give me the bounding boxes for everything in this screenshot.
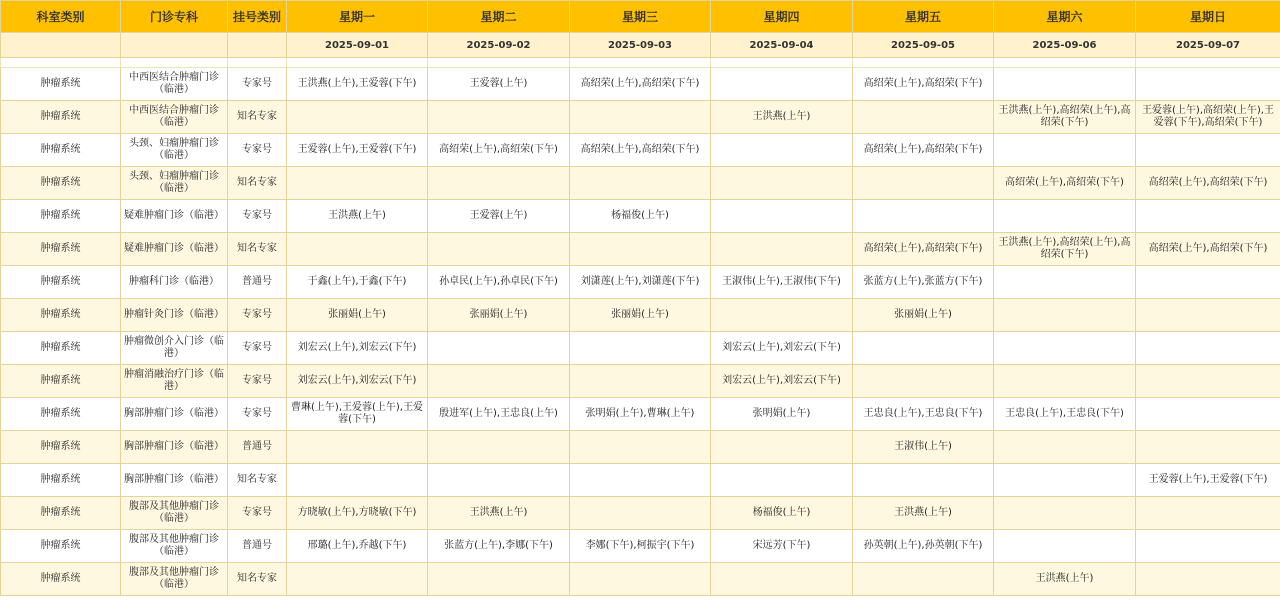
schedule-cell [994,530,1136,563]
schedule-cell: 王爱蓉(上午),王爱蓉(下午) [1136,464,1280,497]
schedule-cell [1136,134,1280,167]
schedule-cell [994,497,1136,530]
schedule-cell [570,464,711,497]
schedule-cell: 王洪燕(上午) [711,101,853,134]
column-header: 星期一 [287,1,428,33]
table-row [1,398,1280,431]
schedule-cell: 王爱蓉(上午) [428,200,570,233]
column-header: 星期四 [711,1,853,33]
schedule-cell [1136,563,1280,596]
schedule-cell [994,332,1136,365]
schedule-cell [570,101,711,134]
schedule-cell [1136,398,1280,431]
date-cell: 2025-09-05 [853,33,994,58]
schedule-cell: 高绍荣(上午),高绍荣(下午) [570,134,711,167]
schedule-cell: 王洪燕(上午) [853,497,994,530]
schedule-cell: 王洪燕(上午),高绍荣(上午),高绍荣(下午) [994,233,1136,266]
dept-cell: 肿瘤系统 [1,167,121,200]
schedule-cell [994,431,1136,464]
schedule-cell [428,365,570,398]
schedule-cell: 王洪燕(上午) [994,563,1136,596]
table-row [1,167,1280,200]
schedule-cell [711,464,853,497]
header-row [1,1,1280,33]
schedule-cell [853,101,994,134]
schedule-cell: 张丽娟(上午) [287,299,428,332]
schedule-cell: 刘宏云(上午),刘宏云(下午) [287,332,428,365]
schedule-cell: 王淑伟(上午) [853,431,994,464]
dept-cell: 肿瘤系统 [1,497,121,530]
schedule-cell: 张丽娟(上午) [853,299,994,332]
schedule-cell: 张蓝方(上午),张蓝方(下午) [853,266,994,299]
registration-type-cell: 普通号 [228,530,287,563]
schedule-cell: 高绍荣(上午),高绍荣(下午) [853,233,994,266]
schedule-cell [1136,68,1280,101]
column-header: 门诊专科 [121,1,228,33]
registration-type-cell: 专家号 [228,398,287,431]
schedule-cell [428,167,570,200]
schedule-cell: 孙卓民(上午),孙卓民(下午) [428,266,570,299]
date-blank-cell [121,33,228,58]
dept-cell: 肿瘤系统 [1,332,121,365]
registration-type-cell: 专家号 [228,299,287,332]
clinic-cell: 中西医结合肿瘤门诊（临港） [121,101,228,134]
date-cell: 2025-09-07 [1136,33,1280,58]
table-row [1,299,1280,332]
schedule-cell [428,233,570,266]
schedule-cell: 李娜(下午),柯振宇(下午) [570,530,711,563]
registration-type-cell: 知名专家 [228,167,287,200]
date-blank-cell [1,33,121,58]
table-row [1,134,1280,167]
clinic-cell: 肿瘤科门诊（临港） [121,266,228,299]
schedule-cell [1136,365,1280,398]
schedule-cell [994,365,1136,398]
table-row [1,563,1280,596]
schedule-cell [853,167,994,200]
spacer-row [1,58,1280,68]
registration-type-cell: 知名专家 [228,563,287,596]
schedule-cell [428,431,570,464]
schedule-cell [994,299,1136,332]
schedule-cell [428,101,570,134]
clinic-cell: 肿瘤针灸门诊（临港） [121,299,228,332]
schedule-cell [1136,332,1280,365]
column-header: 星期日 [1136,1,1280,33]
schedule-cell [287,167,428,200]
column-header: 星期三 [570,1,711,33]
schedule-cell: 刘宏云(上午),刘宏云(下午) [711,365,853,398]
table-row [1,200,1280,233]
table-row [1,266,1280,299]
schedule-cell [711,431,853,464]
schedule-cell [1136,266,1280,299]
schedule-cell: 于鑫(上午),于鑫(下午) [287,266,428,299]
table-row [1,68,1280,101]
dept-cell: 肿瘤系统 [1,398,121,431]
table-row [1,101,1280,134]
clinic-cell: 中西医结合肿瘤门诊（临港） [121,68,228,101]
schedule-cell [570,563,711,596]
schedule-cell [570,365,711,398]
schedule-cell: 刘宏云(上午),刘宏云(下午) [711,332,853,365]
registration-type-cell: 知名专家 [228,464,287,497]
clinic-cell: 腹部及其他肿瘤门诊（临港） [121,563,228,596]
registration-type-cell: 专家号 [228,332,287,365]
clinic-cell: 疑难肿瘤门诊（临港） [121,200,228,233]
dept-cell: 肿瘤系统 [1,266,121,299]
date-cell: 2025-09-03 [570,33,711,58]
clinic-cell: 头颈、妇瘤肿瘤门诊（临港） [121,134,228,167]
registration-type-cell: 专家号 [228,68,287,101]
schedule-cell [711,200,853,233]
schedule-cell [570,497,711,530]
schedule-cell [711,134,853,167]
schedule-cell [287,431,428,464]
registration-type-cell: 普通号 [228,431,287,464]
schedule-cell: 高绍荣(上午),高绍荣(下午) [994,167,1136,200]
clinic-cell: 疑难肿瘤门诊（临港） [121,233,228,266]
column-header: 科室类别 [1,1,121,33]
dept-cell: 肿瘤系统 [1,200,121,233]
schedule-cell [1136,200,1280,233]
table-row [1,233,1280,266]
schedule-cell: 王洪燕(上午),高绍荣(上午),高绍荣(下午) [994,101,1136,134]
schedule-cell: 张丽娟(上午) [428,299,570,332]
schedule-cell [428,332,570,365]
schedule-cell [994,200,1136,233]
table-row [1,497,1280,530]
schedule-cell: 王爱蓉(上午),高绍荣(上午),王爱蓉(下午),高绍荣(下午) [1136,101,1280,134]
clinic-cell: 胸部肿瘤门诊（临港） [121,398,228,431]
schedule-cell: 杨福俊(上午) [711,497,853,530]
schedule-cell [853,200,994,233]
date-cell: 2025-09-02 [428,33,570,58]
dept-cell: 肿瘤系统 [1,68,121,101]
schedule-cell: 张明娟(上午) [711,398,853,431]
date-row [1,33,1280,58]
clinic-cell: 头颈、妇瘤肿瘤门诊（临港） [121,167,228,200]
schedule-cell [287,233,428,266]
schedule-cell: 殷进军(上午),王忠良(上午) [428,398,570,431]
column-header: 挂号类别 [228,1,287,33]
dept-cell: 肿瘤系统 [1,563,121,596]
schedule-cell [570,233,711,266]
schedule-cell [570,332,711,365]
dept-cell: 肿瘤系统 [1,365,121,398]
schedule-cell [1136,497,1280,530]
clinic-cell: 肿瘤消融治疗门诊（临港） [121,365,228,398]
dept-cell: 肿瘤系统 [1,464,121,497]
schedule-cell [711,299,853,332]
schedule-cell: 王忠良(上午),王忠良(下午) [994,398,1136,431]
schedule-cell [994,266,1136,299]
schedule-cell [287,101,428,134]
schedule-cell: 高绍荣(上午),高绍荣(下午) [853,134,994,167]
schedule-cell: 高绍荣(上午),高绍荣(下午) [1136,167,1280,200]
schedule-cell [994,134,1136,167]
schedule-cell: 王淑伟(上午),王淑伟(下午) [711,266,853,299]
schedule-cell: 王洪燕(上午),王爱蓉(下午) [287,68,428,101]
schedule-cell [287,563,428,596]
schedule-cell: 杨福俊(上午) [570,200,711,233]
registration-type-cell: 知名专家 [228,233,287,266]
schedule-cell [711,563,853,596]
dept-cell: 肿瘤系统 [1,134,121,167]
registration-type-cell: 普通号 [228,266,287,299]
clinic-cell: 肿瘤微创介入门诊（临港） [121,332,228,365]
schedule-cell [1136,530,1280,563]
schedule-cell [1136,299,1280,332]
table-row [1,332,1280,365]
schedule-cell: 王爱蓉(上午),王爱蓉(下午) [287,134,428,167]
dept-cell: 肿瘤系统 [1,299,121,332]
table-row [1,365,1280,398]
schedule-cell [853,563,994,596]
schedule-cell [1136,431,1280,464]
schedule-cell: 孙英朝(上午),孙英朝(下午) [853,530,994,563]
registration-type-cell: 专家号 [228,200,287,233]
schedule-cell: 王忠良(上午),王忠良(下午) [853,398,994,431]
dept-cell: 肿瘤系统 [1,101,121,134]
column-header: 星期二 [428,1,570,33]
dept-cell: 肿瘤系统 [1,431,121,464]
schedule-cell: 张丽娟(上午) [570,299,711,332]
schedule-cell: 高绍荣(上午),高绍荣(下午) [853,68,994,101]
schedule-cell: 王洪燕(上午) [287,200,428,233]
schedule-cell [711,167,853,200]
schedule-cell: 王洪燕(上午) [428,497,570,530]
column-header: 星期五 [853,1,994,33]
registration-type-cell: 知名专家 [228,101,287,134]
schedule-cell [570,431,711,464]
schedule-cell [570,167,711,200]
schedule-cell: 高绍荣(上午),高绍荣(下午) [428,134,570,167]
column-header: 星期六 [994,1,1136,33]
schedule-cell: 方晓敏(上午),方晓敏(下午) [287,497,428,530]
clinic-cell: 胸部肿瘤门诊（临港） [121,431,228,464]
date-cell: 2025-09-06 [994,33,1136,58]
clinic-cell: 腹部及其他肿瘤门诊（临港） [121,530,228,563]
schedule-cell [994,464,1136,497]
registration-type-cell: 专家号 [228,134,287,167]
schedule-cell: 高绍荣(上午),高绍荣(下午) [1136,233,1280,266]
date-cell: 2025-09-04 [711,33,853,58]
schedule-cell: 宋远芳(下午) [711,530,853,563]
schedule-cell [711,68,853,101]
schedule-cell [711,233,853,266]
table-row [1,464,1280,497]
schedule-cell: 高绍荣(上午),高绍荣(下午) [570,68,711,101]
table-row [1,431,1280,464]
clinic-cell: 胸部肿瘤门诊（临港） [121,464,228,497]
schedule-cell: 邢璐(上午),乔越(下午) [287,530,428,563]
schedule-cell [287,464,428,497]
schedule-cell [853,464,994,497]
schedule-cell: 张明娟(上午),曹琳(上午) [570,398,711,431]
schedule-cell: 刘宏云(上午),刘宏云(下午) [287,365,428,398]
dept-cell: 肿瘤系统 [1,530,121,563]
date-cell: 2025-09-01 [287,33,428,58]
schedule-cell [853,332,994,365]
registration-type-cell: 专家号 [228,497,287,530]
schedule-cell: 张蓝方(上午),李娜(下午) [428,530,570,563]
schedule-cell [853,365,994,398]
schedule-cell: 曹琳(上午),王爱蓉(上午),王爱蓉(下午) [287,398,428,431]
schedule-cell [428,464,570,497]
schedule-cell: 刘潇莲(上午),刘潇莲(下午) [570,266,711,299]
schedule-cell [994,68,1136,101]
schedule-cell [428,563,570,596]
registration-type-cell: 专家号 [228,365,287,398]
schedule-cell: 王爱蓉(上午) [428,68,570,101]
clinic-cell: 腹部及其他肿瘤门诊（临港） [121,497,228,530]
dept-cell: 肿瘤系统 [1,233,121,266]
date-blank-cell [228,33,287,58]
table-row [1,530,1280,563]
